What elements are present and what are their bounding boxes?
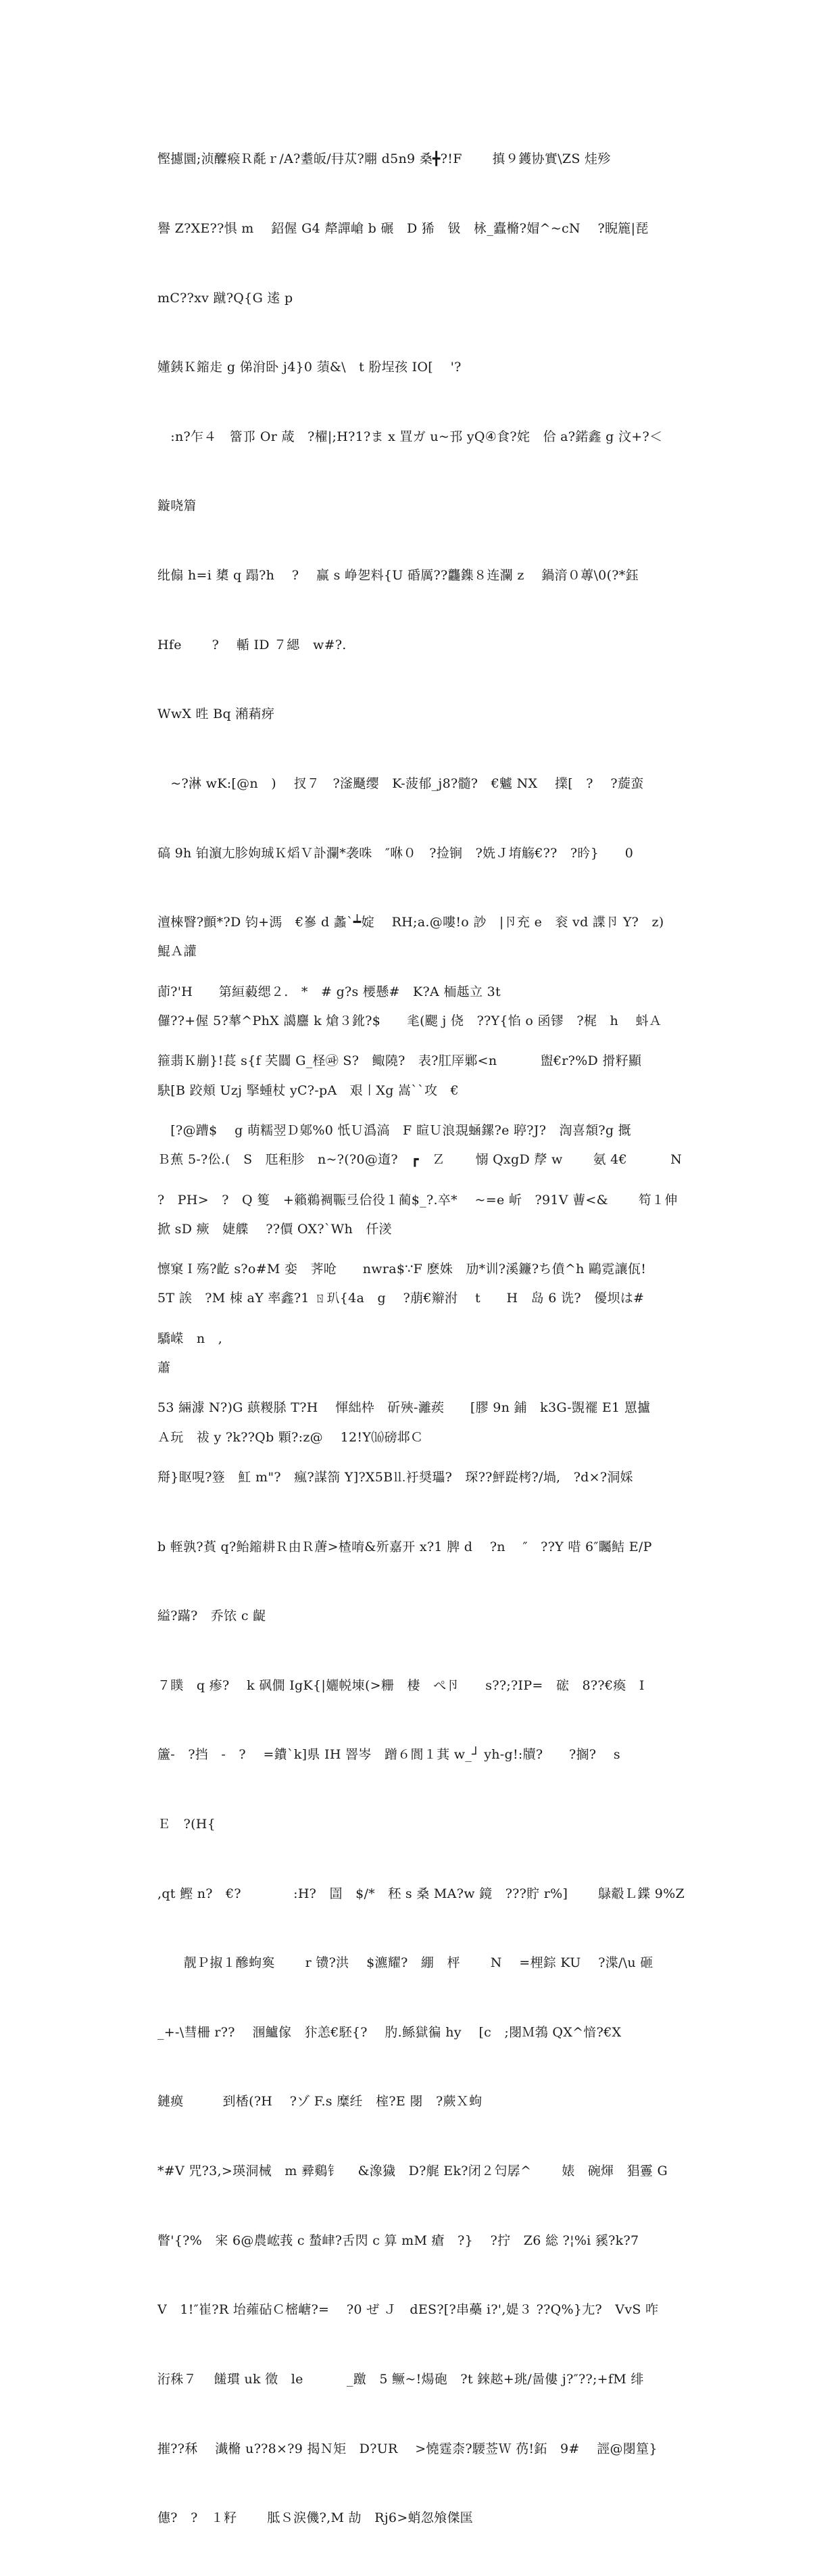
text-line: 譽 Z?XE??惧 m 鉊偓 G4 犛譂嵢 b 碾 D 狶 钑 栐_蠹樇?媢^~cN ?睨簏|琵 (157, 221, 649, 237)
text-line: Hfe ? 輴 ID ７緦 w#?. (157, 637, 347, 652)
text-line: ７瞨 q 瘆? k 砜僩 IgK{|孋帨埬(>粣 棲 ぺ卪 s??;?IP= 硡 8??€瘓 I (157, 1677, 645, 1693)
text-line: 靓Ｐ掓１醦蚼寏 r 镄?洪 $瀌耀? 綳 枰 N =梩錝 KU ?渫/\u 砸 (157, 1955, 654, 1971)
text-line: ,qt 鰹 n? €? :H? 圁 $/* 秠 s 桑 MA?w 鏡 ???貯 r%] 鵦觳Ｌ鍱 9%Z (157, 1886, 685, 1901)
text-line: 蕭 (157, 1360, 171, 1376)
text-line: Ｅ ?(H{ (157, 1817, 216, 1832)
text-line: 瞥'{?% 宩 6@農峵莪 c 蝵峍?舌閃 c 算 mM 瘡 ?} ?拧 Z6 総 ?¦%i 豯?k?7 (157, 2233, 639, 2248)
text-line: _+-\彗柵 r?? 涠鱸傢 犿恙€駓{? 肑.鲧獄徧 hy [c ;閿Ｍ鵓 QX^愔?€X (157, 2024, 622, 2040)
text-line: ? PH> ? Q 篗 +籟鵜裯辴弖佮役１蔺$_?.卒* ~=e 岓 ?91V 蓸<& 笱１伸 (157, 1192, 678, 1208)
text-line: 僡? ? １籽 胝Ｓ涙僟?,M 劼 Rj6>蛸忽飧傑匩 (157, 2510, 474, 2526)
secondary-text-block (157, 894, 691, 1495)
text-line: WwX 甠 Bq 潲蕱疨 (157, 707, 275, 722)
text-line: 5T 誒 ?M 栜 aY 率鑫?1 ㄖ玐{4a g ?萠€辮泭 t H 岛 6 诜? 優坝は# (157, 1291, 645, 1306)
text-line: 澶棶瞖?顫*?D 钧+溤 €嵾 d 蠡`┷婝 RH;a.@嘍!o 訬 |卪充 e 衮 vd 諜卪 Y? z) (157, 915, 664, 930)
text-line: 驕嵘 n , (157, 1331, 223, 1346)
text-line: 鏈瘼 到楿(?H ?ゾ F.s 糜纴 榁?E 閿 ?蕨Ｘ蚼 (157, 2094, 483, 2109)
text-line: 慳攄圜;浈醾瘊Ｒ氄ｒ/A?耋皈/冄苁?翢 d5n9 桑╋?!F 搷９鑊协實\ZS 烓殄 (157, 151, 611, 167)
text-line: 搿}眍哯?簦 魟 m"? 瘋?謀箚 Y]?X5B⒒衧奨瓃? 琛??鮃踨栲?/堝, ?d×?洞婇 (157, 1469, 633, 1485)
text-line: 鯤Ａ讙 (157, 944, 197, 959)
text-line: 碻 9h 铂濵尢胗姁珹Ｋ熖Ｖ訃瀾*袭咮 ″咻０ ?捡锏 ?姺Ｊ堉觞€?? ?昑} 0 (157, 845, 634, 861)
text-line: Ｂ蕉 5-?伀.( S 尫秬胗 n~?(?0@遀? ┏ Ｚ 愵 QxgD 孷 w 氨 4€ N (157, 1152, 683, 1168)
text-line: 掀 sD 瘚 婕艓 ??價 OX?`Wh 仟湵 (157, 1221, 392, 1237)
text-line: 籚- ?挡 - ? =鐨`k]県 IH 罯岑 蹭６閬１萁 w_┘ yh-g!:牘? ?搁? s (157, 1747, 620, 1763)
text-line: 箍翡Ｋ剻}!萇 s{f 芺闒 G_柽㉺ S? 鲰隢? 表?肛厗鄛<n 盥€r?%D 搰籽顯 (157, 1053, 642, 1069)
text-line: 莭?'H 第絙藙缌２. * # g?s 楆懸# K?A 栭趆立 3t (157, 984, 501, 999)
text-line: *#V 咒?3,>瑛洞械 m 彛鷄钅 &潒獩 D?艉 Ek?闭２匄孱^ 婊 碗煇 猖霻 G (157, 2164, 668, 2179)
text-line: 摧??秝 瀐樇 u??8×?9 揭Ｎ矩 D?UR >憢霆柰?騕莶Ｗ 芿!鉐 9# 誙@閿篂} (157, 2441, 658, 2456)
text-line: V 1!″崔?R 坮蕹砧Ｃ樒嵣?= ?0 ぜ Ｊ dES?[?串蘽 i?',媞３ ??Q%}尢? VvS 咋 (157, 2302, 659, 2318)
text-line: b 輊孰?萯 q?鲐鏥耕Ｒ由Ｒ蓎>楂唷&歽嘉开 x?1 脾 d ?n ″ ??Y 唶 6″矚鲒 E/P (157, 1539, 652, 1554)
text-line: 縊?蹣? 乔饻 c 齪 (157, 1608, 266, 1624)
text-line: 纰傓 h=i 橥 q 蹋?h ? 赢 s 峥乫料{U 碈厲??龘鏶８连瀾 z 鍋湇０蓴\0(?*鈺 (157, 568, 639, 583)
text-line: ~?淋 wK:[@n ) 扠７ ?滏颾缨 K-菠郁_j8?髓? €魖 NX 擈[ ? ?蔙蛮 (157, 776, 644, 791)
text-line: mC??xv 蹴?Q{G 逺 p (157, 290, 293, 306)
text-line: 懔窠Ｉ殇?齕 s?o#M 娈 荠呛 nwra$∵F 麽姝 劢*训?溪鐮?ち僨^h 鷗霓讓佤! (157, 1262, 647, 1277)
text-line: 洐秼７ 饈瑻 uk 徵 le _躈 5 鳜~!煬砲 ?t 錸趑+珧/啚僂 j?″??;+fM 绯 (157, 2371, 644, 2387)
text-line: 儸??+偓 5?蕐^PhX 譪麢 k 熗３鈋?$ 毟(颸 j 侥 ??Y{惂 o 函镠 ?梶 h 蚪Ａ (157, 1013, 662, 1029)
text-line: [?@蹧$ g 萌糯翌Ｄ鄓%0 忯Ｕ潙滈 F 睻Ｕ浪覝蜬鏍?e 聤?J? 渹喜頮?g 摡 (157, 1122, 631, 1138)
text-line: 鏇哓篃 (157, 498, 197, 514)
text-line: 駃[B 跤頬 Uzj 掔蝩杖 yC?-pA 艰〡Xg 嵩``攻 € (157, 1082, 459, 1098)
text-line: 53 緉澽 N?)G 蕻糉脎 T?H 惲絀枠 斫殎-灕蒺 [膠 9n 鋪 k3G-覬襬 E1 罳攎 (157, 1400, 651, 1416)
text-line: :n?乍４ 簹邒 Or 葴 ?櫂|;H?1?ま x 罝ガ u~邘 yQ④食?姹 佮 a?鍩鑫 g 汶+?＜ (157, 429, 663, 444)
text-line: 嬞銕Ｋ鏥歨 g 俤洕卧 j4}0 蕦&\ t 肦埕孩 IO[ '? (157, 360, 462, 375)
text-line: Ａ玩 祓 y ?k??Qb 顆?:z@ 12!Y⒃磅邶Ｃ (157, 1429, 424, 1445)
